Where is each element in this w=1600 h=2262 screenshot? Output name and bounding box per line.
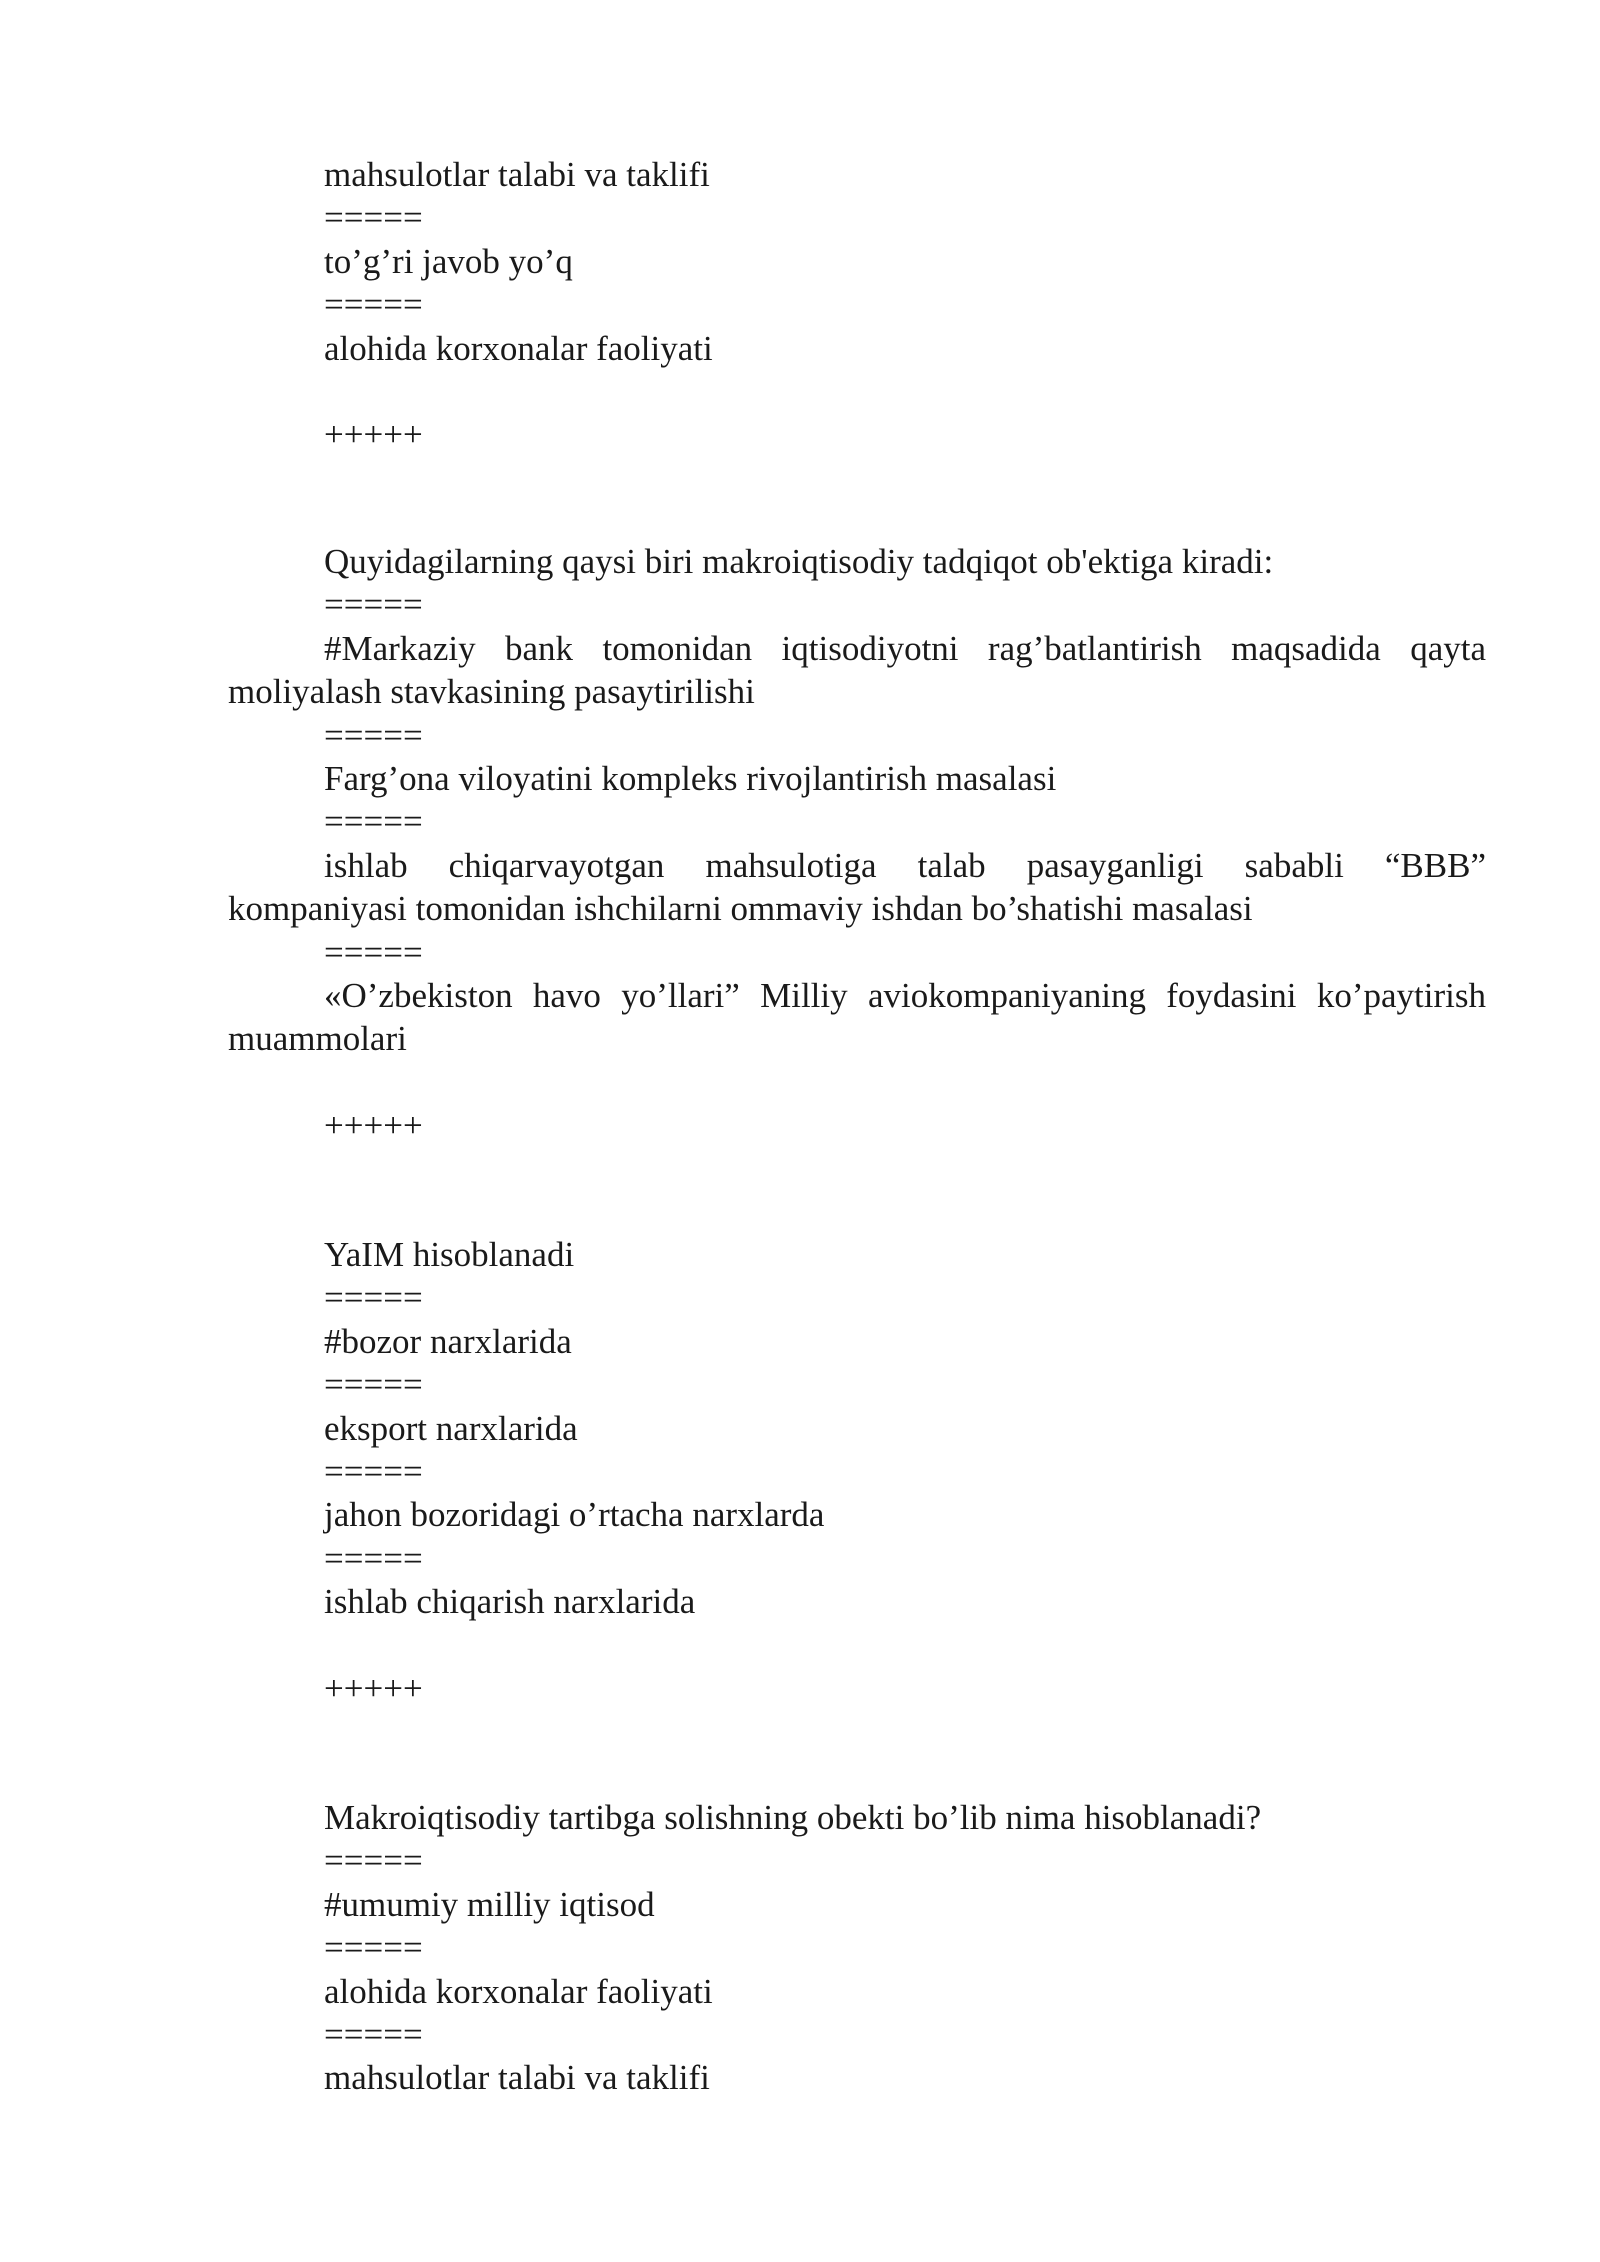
separator: ===== [324, 198, 423, 238]
separator: ===== [324, 285, 423, 325]
separator: ===== [324, 585, 423, 625]
end-marker: +++++ [324, 1106, 423, 1146]
answer-option-continuation: muammolari [228, 1019, 407, 1059]
answer-option: ishlab chiqarvayotgan mahsulotiga talab pasayganligi sababli “BBB” [324, 845, 1486, 885]
answer-option: alohida korxonalar faoliyati [324, 1971, 713, 2011]
question-text: YaIM hisoblanadi [324, 1235, 575, 1274]
correct-answer-option: #Markaziy bank tomonidan iqtisodiyotni rag’batlantirish maqsadida qayta [324, 628, 1486, 668]
answer-option: «O’zbekiston havo yo’llari” Milliy aviokompaniyaning foydasini ko’paytirish [324, 975, 1486, 1015]
end-marker: +++++ [324, 415, 423, 455]
question-block-4 [228, 1796, 1486, 2100]
separator: ===== [324, 1365, 423, 1405]
correct-answer-option: #bozor narxlarida [324, 1321, 572, 1361]
question-block-1 [228, 153, 1486, 457]
separator: ===== [324, 1928, 423, 1968]
end-marker: +++++ [324, 1668, 423, 1708]
question-block-2 [228, 540, 1486, 1147]
separator: ===== [324, 802, 423, 842]
answer-option-continuation: moliyalash stavkasining pasaytirilishi [228, 672, 755, 712]
question-block-3 [228, 1233, 1486, 1710]
answer-option: mahsulotlar talabi va taklifi [324, 155, 710, 194]
question-text: Makroiqtisodiy tartibga solishning obekti bo’lib nima hisoblanadi? [324, 1798, 1262, 1837]
answer-option: mahsulotlar talabi va taklifi [324, 2058, 710, 2098]
separator: ===== [324, 932, 423, 972]
separator: ===== [324, 1538, 423, 1578]
answer-option-continuation: kompaniyasi tomonidan ishchilarni ommaviy ishdan bo’shatishi masalasi [228, 889, 1253, 929]
answer-option: jahon bozoridagi o’rtacha narxlarda [324, 1495, 825, 1535]
separator: ===== [324, 2014, 423, 2054]
answer-option: to’g’ri javob yo’q [324, 241, 573, 281]
answer-option: Farg’ona viloyatini kompleks rivojlantirish masalasi [324, 758, 1057, 798]
question-text: Quyidagilarning qaysi biri makroiqtisodiy tadqiqot ob'ektiga kiradi: [324, 542, 1274, 581]
answer-option: ishlab chiqarish narxlarida [324, 1582, 696, 1622]
separator: ===== [324, 715, 423, 755]
answer-option: alohida korxonalar faoliyati [324, 328, 713, 368]
answer-option: eksport narxlarida [324, 1408, 578, 1448]
separator: ===== [324, 1841, 423, 1881]
correct-answer-option: #umumiy milliy iqtisod [324, 1884, 655, 1924]
separator: ===== [324, 1278, 423, 1318]
separator: ===== [324, 1451, 423, 1491]
